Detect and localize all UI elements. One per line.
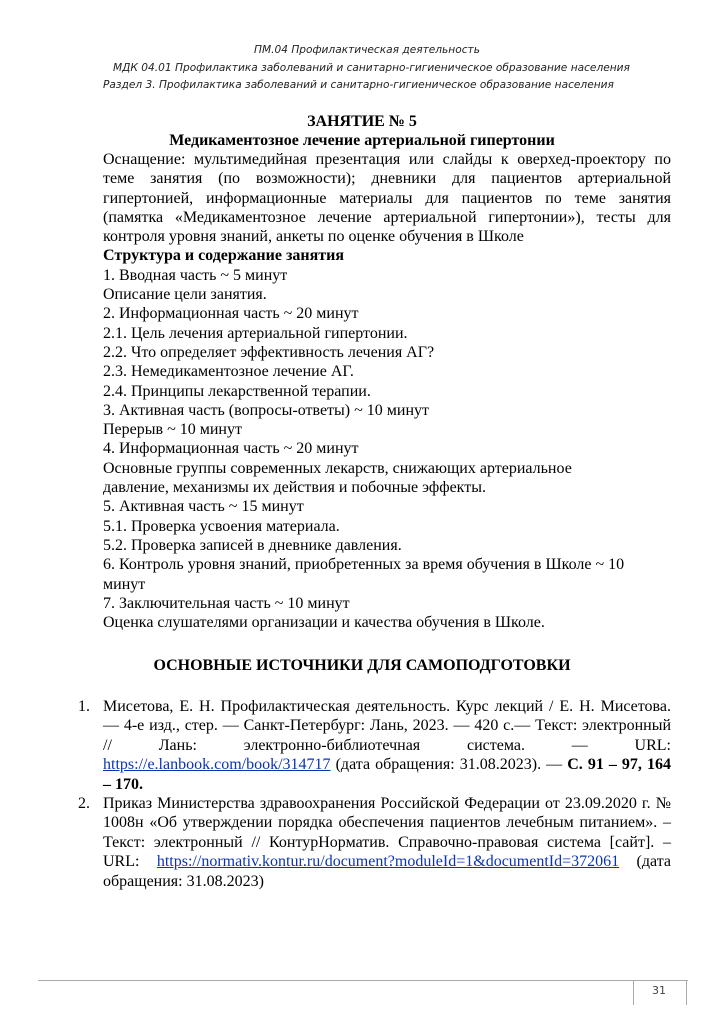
page-number: 31 — [652, 984, 666, 997]
source-access-date: (дата обращения: 31.08.2023). — — [330, 756, 568, 774]
lesson-item: 6. Контроль уровня знаний, приобретенных за время обучения в Школе ~ 10 — [103, 556, 625, 574]
lesson-item: 2.1. Цель лечения артериальной гипертонии. — [103, 324, 408, 342]
source-item-1 — [78, 697, 671, 794]
source-number: 2. — [78, 795, 90, 812]
lesson-item: Описание цели занятия. — [103, 286, 267, 304]
structure-heading: Структура и содержание занятия — [103, 247, 344, 265]
source-link[interactable]: https://e.lanbook.com/book/314717 — [103, 756, 331, 774]
equipment-paragraph: Оснащение: мультимедийная презентация или слайды к оверхед-проектору по теме занятия (по возможности); дневники для пациентов артериальной гипертонией, информационные материалы для пациентов по теме занятия (памятка «Медикаментозное лечение артериальной гипертонии»), тесты для контроля уровня знаний, анкеты по оценке обучения в Школе — [103, 151, 671, 246]
header-section: Раздел 3. Профилактика заболеваний и санитарно-гигиеническое образование населения — [103, 79, 614, 91]
footer-rule — [38, 980, 688, 981]
lesson-item: Оценка слушателями организации и качества обучения в Школе. — [103, 614, 545, 632]
header-course: МДК 04.01 Профилактика заболеваний и санитарно-гигиеническое образование населения — [113, 62, 630, 74]
lesson-item: 2.3. Немедикаментозное лечение АГ. — [103, 363, 354, 381]
source-access-date: (дата обращения: 31.08.2023) — [103, 853, 671, 890]
lesson-title: Медикаментозное лечение артериальной гипертонии — [169, 132, 555, 149]
lesson-item: 5. Активная часть ~ 15 минут — [103, 498, 304, 516]
lesson-body — [103, 150, 671, 632]
source-link[interactable]: https://normativ.kontur.ru/document?moduleId=1&documentId=372061 — [156, 853, 620, 871]
source-pages: С. 91 – 97, 164 – 170. — [103, 756, 671, 793]
lesson-item: 3. Активная часть (вопросы-ответы) ~ 10 минут — [103, 401, 430, 419]
lesson-item: 2.2. Что определяет эффективность лечения АГ? — [103, 343, 435, 361]
lesson-item: 4. Информационная часть ~ 20 минут — [103, 440, 359, 458]
source-text: Мисетова, Е. Н. Профилактическая деятельность. Курс лекций / Е. Н. Мисетова. — 4-е изд., стер. — Санкт-Петербург: Лань, 2023. — 420 с.— Текст: электронный // Лань: электронно-библиотечная система. — URL: — [103, 698, 671, 754]
lesson-item: 1. Вводная часть ~ 5 минут — [103, 266, 288, 284]
source-item-2 — [78, 794, 671, 891]
lesson-item: 5.2. Проверка записей в дневнике давления. — [103, 536, 402, 554]
lesson-item: 2.4. Принципы лекарственной терапии. — [103, 382, 371, 400]
lesson-item: 5.1. Проверка усвоения материала. — [103, 517, 340, 535]
lesson-item: минут — [103, 575, 146, 593]
lesson-number: ЗАНЯТИЕ № 5 — [307, 113, 417, 130]
lesson-item: 7. Заключительная часть ~ 10 минут — [103, 594, 350, 612]
lesson-item: Перерыв ~ 10 минут — [103, 421, 242, 439]
lesson-item: Основные группы современных лекарств, снижающих артериальное — [103, 459, 572, 477]
lesson-item: давление, механизмы их действия и побочные эффекты. — [103, 479, 486, 497]
sources-heading: ОСНОВНЫЕ ИСТОЧНИКИ ДЛЯ САМОПОДГОТОВКИ — [153, 657, 571, 674]
source-number: 1. — [78, 698, 90, 715]
header-discipline: ПМ.04 Профилактическая деятельность — [254, 44, 480, 56]
source-text: Приказ Министерства здравоохранения Российской Федерации от 23.09.2020 г. № 1008н «Об утверждении порядка обеспечения пациентов лечебным питанием». – Текст: электронный // КонтурНорматив. Справочно-правовая система [сайт]. – URL: — [103, 795, 671, 871]
lesson-item: 2. Информационная часть ~ 20 минут — [103, 305, 359, 323]
